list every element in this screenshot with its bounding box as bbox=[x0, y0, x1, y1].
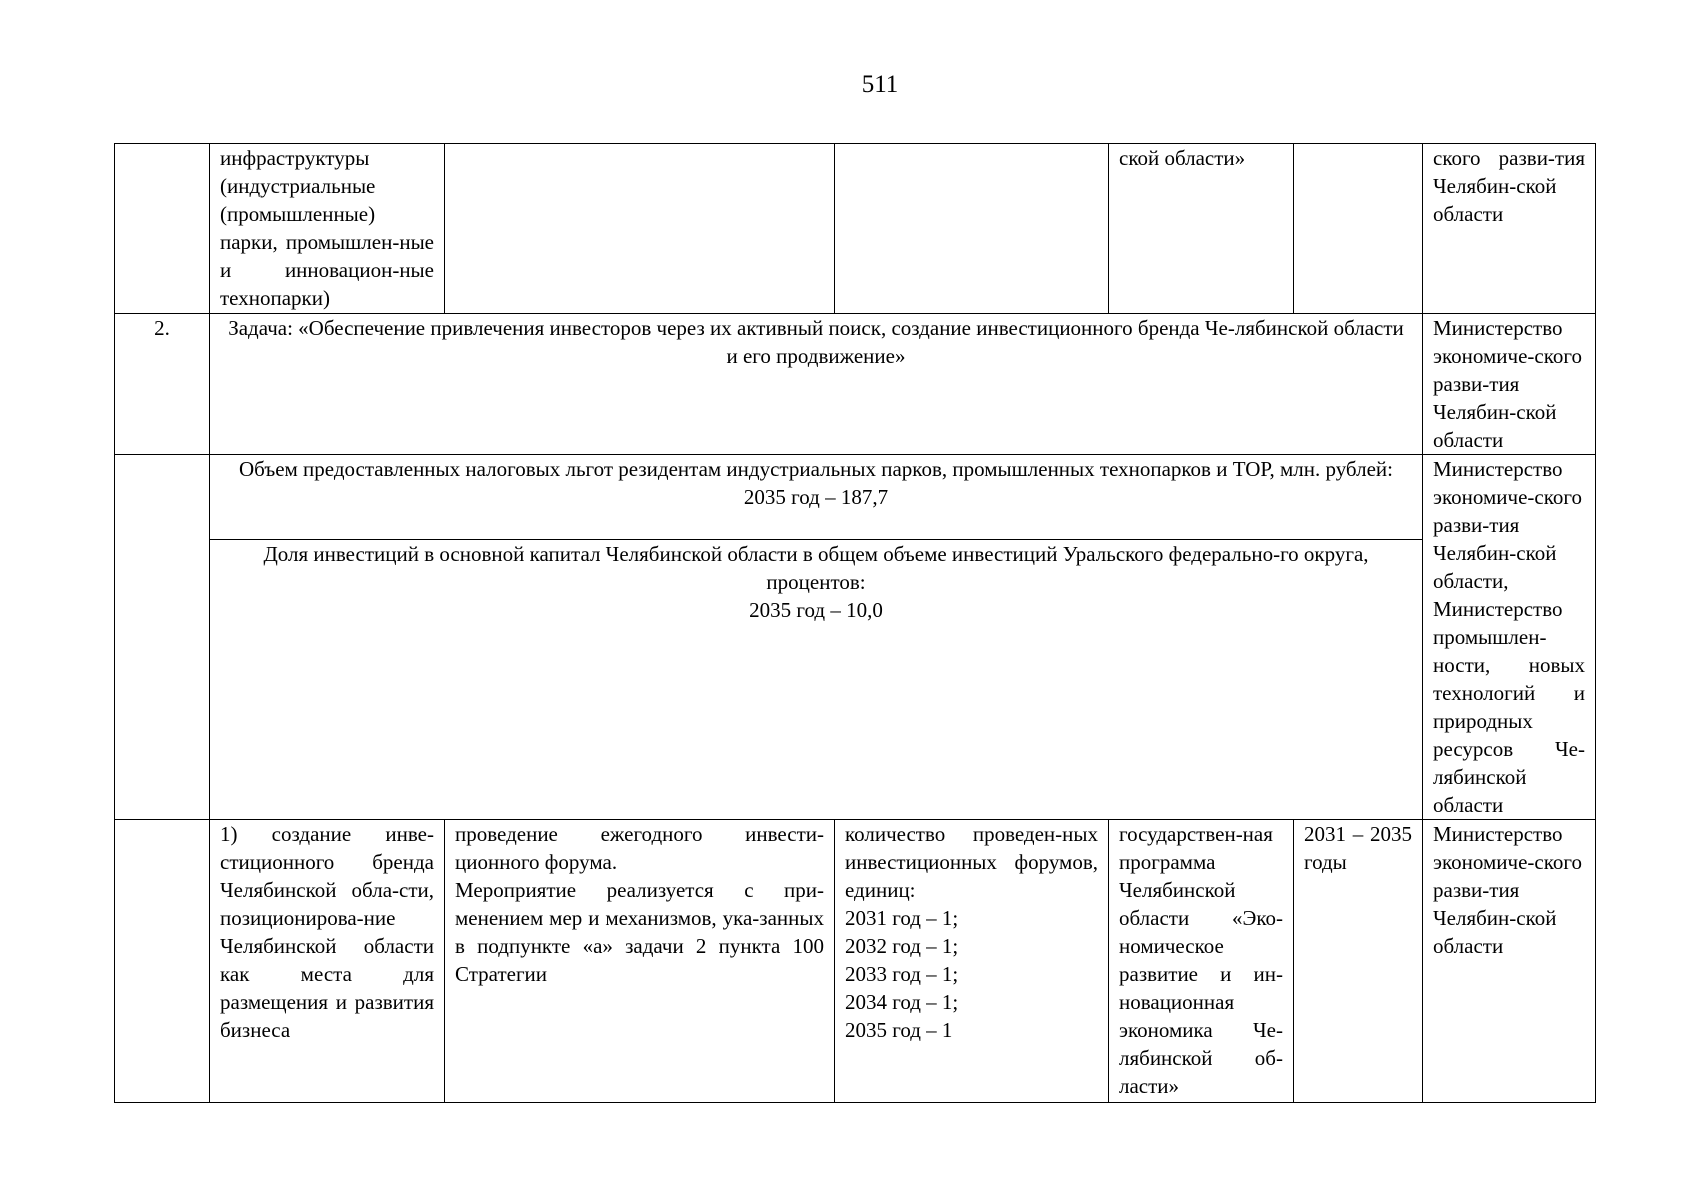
cell-period bbox=[1294, 144, 1423, 314]
indicator-value: 2034 год – 1; bbox=[845, 990, 959, 1014]
cell-number bbox=[115, 144, 210, 314]
page-number: 511 bbox=[861, 71, 899, 98]
indicator-value: 2031 год – 1; bbox=[845, 906, 959, 930]
table-row-indicator bbox=[115, 540, 1596, 820]
table-row-measure bbox=[115, 820, 1596, 1103]
cell-program: ской области» bbox=[1109, 144, 1294, 314]
table-row-continuation bbox=[115, 144, 1596, 314]
cell-program: государствен-ная программа Челябинской области «Эко-номическое развитие и ин-новационная экономика Че-лябинской об-ласти» bbox=[1109, 820, 1294, 1103]
cell-measure: 1) создание инве-стиционного бренда Челябинской обла-сти, позиционирова-ние Челябинской области как места для размещения и развития бизнеса bbox=[210, 820, 445, 1103]
cell-indicator-tax-benefits: Объем предоставленных налоговых льгот резидентам индустриальных парков, промышленных технопарков и ТОР, млн. рублей: 2035 год – 187,7 bbox=[210, 455, 1423, 540]
cell-task-number: 2. bbox=[115, 314, 210, 455]
cell-indicator-investment-share: Доля инвестиций в основной капитал Челябинской области в общем объеме инвестиций Уральского федерально-го округа, процентов: 2035 год – 10,0 bbox=[210, 540, 1423, 820]
cell-number bbox=[115, 820, 210, 1103]
indicator-title: количество проведен-ных инвестиционных форумов, единиц: bbox=[845, 822, 1098, 902]
strategy-table bbox=[114, 143, 1596, 1103]
cell-indicator bbox=[835, 144, 1109, 314]
cell-executor: ского разви-тия Челябин-ской области bbox=[1423, 144, 1596, 314]
cell-activity bbox=[445, 144, 835, 314]
table-row-task bbox=[115, 314, 1596, 455]
activity-text: Мероприятие реализуется с при-менением мер и механизмов, ука-занных в подпункте «а» задачи 2 пункта 100 Стратегии bbox=[455, 878, 824, 986]
cell-period: 2031 – 2035 годы bbox=[1294, 820, 1423, 1103]
activity-text: проведение ежегодного инвести-ционного форума. bbox=[455, 822, 824, 874]
indicator-value: 2035 год – 1 bbox=[845, 1018, 953, 1042]
cell-indicators-executor: Министерство экономиче-ского разви-тия Челябин-ской области, Министерство промышлен-ности, новых технологий и природных ресурсов Че-лябинской области bbox=[1423, 455, 1596, 820]
cell-measure: инфраструктуры (индустриальные (промышленные) парки, промышлен-ные и инновацион-ные технопарки) bbox=[210, 144, 445, 314]
indicator-value: 2033 год – 1; bbox=[845, 962, 959, 986]
cell-task-title: Задача: «Обеспечение привлечения инвесторов через их активный поиск, создание инвестиционного бренда Че-лябинской области и его продвижение» bbox=[210, 314, 1423, 455]
table-row-indicator bbox=[115, 455, 1596, 540]
indicator-value: 2032 год – 1; bbox=[845, 934, 959, 958]
cell-indicator bbox=[835, 820, 1109, 1103]
cell-activity bbox=[445, 820, 835, 1103]
cell-executor: Министерство экономиче-ского разви-тия Челябин-ской области bbox=[1423, 820, 1596, 1103]
cell-task-executor: Министерство экономиче-ского разви-тия Челябин-ской области bbox=[1423, 314, 1596, 455]
cell-empty bbox=[115, 455, 210, 820]
